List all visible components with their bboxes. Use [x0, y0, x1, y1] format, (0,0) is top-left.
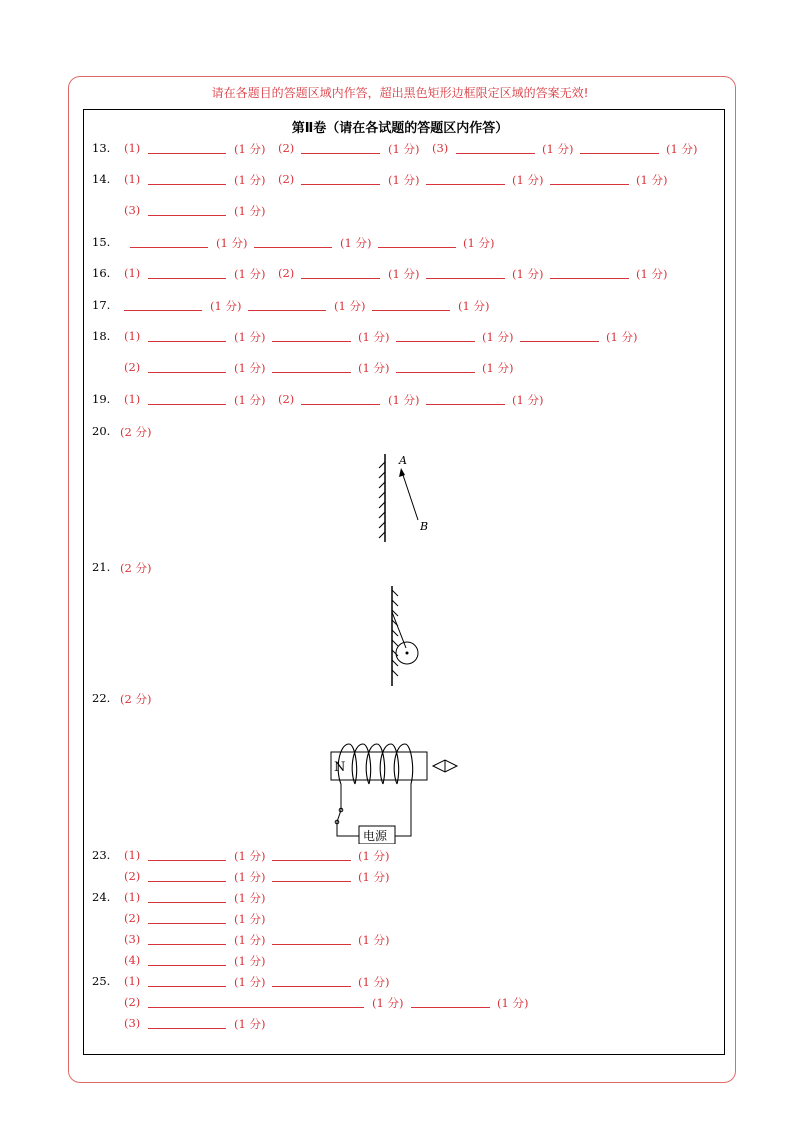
part-label: (1) — [124, 974, 141, 988]
answer-blank[interactable] — [148, 848, 226, 861]
ball-center — [406, 652, 409, 655]
score-label: (2 分) — [120, 692, 152, 706]
score-label: (2 分) — [120, 425, 152, 439]
north-pole-label: N — [334, 760, 346, 775]
question-number: 20. — [92, 424, 111, 438]
answer-blank[interactable] — [550, 266, 629, 279]
answer-blank[interactable] — [130, 235, 208, 248]
answer-blank[interactable] — [148, 911, 226, 924]
answer-blank[interactable] — [272, 932, 351, 945]
score-label: (1 分) — [388, 142, 420, 156]
answer-blank[interactable] — [148, 360, 226, 373]
point-a-label: A — [399, 454, 407, 467]
answer-blank[interactable] — [148, 974, 226, 987]
electromagnet-diagram — [325, 740, 465, 844]
score-label: (1 分) — [358, 933, 390, 947]
answer-blank[interactable] — [301, 172, 380, 185]
score-label: (1 分) — [482, 330, 514, 344]
part-label: (3) — [432, 141, 449, 155]
mirror-hatching — [379, 462, 385, 538]
score-label: (1 分) — [497, 996, 529, 1010]
score-label: (1 分) — [234, 849, 266, 863]
part-label: (1) — [124, 329, 141, 343]
part-label: (2) — [124, 360, 141, 374]
answer-blank[interactable] — [426, 392, 505, 405]
answer-blank[interactable] — [426, 172, 505, 185]
part-label: (3) — [124, 203, 141, 217]
answer-blank[interactable] — [426, 266, 505, 279]
answer-blank[interactable] — [520, 329, 599, 342]
answer-blank[interactable] — [272, 360, 351, 373]
answer-blank[interactable] — [148, 203, 226, 216]
part-label: (1) — [124, 172, 141, 186]
point-b-label: B — [420, 520, 429, 533]
part-label: (2) — [278, 172, 295, 186]
answer-blank[interactable] — [378, 235, 456, 248]
score-label: (1 分) — [234, 142, 266, 156]
score-label: (1 分) — [358, 975, 390, 989]
score-label: (1 分) — [458, 299, 490, 313]
part-label: (3) — [124, 932, 141, 946]
question-number: 21. — [92, 560, 111, 574]
part-label: (1) — [124, 392, 141, 406]
light-ray — [402, 472, 418, 520]
answer-blank[interactable] — [272, 869, 351, 882]
answer-blank[interactable] — [272, 329, 351, 342]
question-number: 24. — [92, 890, 111, 904]
question-number: 14. — [92, 172, 111, 186]
part-label: (1) — [124, 141, 141, 155]
answer-blank[interactable] — [148, 172, 226, 185]
answer-blank[interactable] — [372, 298, 450, 311]
coil-windings — [338, 744, 412, 784]
power-supply-label: 电源 — [363, 829, 388, 843]
answer-blank[interactable] — [148, 266, 226, 279]
left-wire — [337, 784, 359, 836]
score-label: (1 分) — [234, 954, 266, 968]
question-number: 17. — [92, 298, 111, 312]
score-label: (1 分) — [340, 236, 372, 250]
hanging-ball-diagram — [380, 582, 430, 688]
question-number: 16. — [92, 266, 111, 280]
score-label: (1 分) — [388, 267, 420, 281]
part-label: (2) — [278, 266, 295, 280]
score-label: (1 分) — [234, 204, 266, 218]
score-label: (1 分) — [463, 236, 495, 250]
wall-hatching — [392, 590, 398, 676]
score-label: (1 分) — [666, 142, 698, 156]
score-label: (1 分) — [388, 173, 420, 187]
part-label: (2) — [278, 141, 295, 155]
score-label: (2 分) — [120, 561, 152, 575]
score-label: (1 分) — [372, 996, 404, 1010]
answer-blank[interactable] — [148, 1016, 226, 1029]
answer-blank[interactable] — [148, 329, 226, 342]
answer-blank[interactable] — [148, 953, 226, 966]
score-label: (1 分) — [234, 267, 266, 281]
score-label: (1 分) — [234, 870, 266, 884]
part-label: (2) — [124, 869, 141, 883]
question-number: 18. — [92, 329, 111, 343]
score-label: (1 分) — [234, 912, 266, 926]
question-number: 25. — [92, 974, 111, 988]
answer-blank[interactable] — [301, 392, 380, 405]
score-label: (1 分) — [234, 1017, 266, 1031]
part-label: (2) — [278, 392, 295, 406]
score-label: (1 分) — [636, 267, 668, 281]
part-label: (1) — [124, 266, 141, 280]
score-label: (1 分) — [234, 975, 266, 989]
answer-blank-long[interactable] — [148, 995, 364, 1008]
answer-blank[interactable] — [580, 141, 659, 154]
score-label: (1 分) — [358, 361, 390, 375]
answer-blank[interactable] — [301, 141, 380, 154]
score-label: (1 分) — [358, 849, 390, 863]
score-label: (1 分) — [234, 361, 266, 375]
answer-blank[interactable] — [272, 974, 351, 987]
score-label: (1 分) — [388, 393, 420, 407]
answer-blank[interactable] — [148, 392, 226, 405]
score-label: (1 分) — [512, 393, 544, 407]
part-label: (4) — [124, 953, 141, 967]
score-label: (1 分) — [234, 933, 266, 947]
score-label: (1 分) — [512, 173, 544, 187]
score-label: (1 分) — [542, 142, 574, 156]
score-label: (1 分) — [234, 393, 266, 407]
answer-blank[interactable] — [411, 995, 490, 1008]
answer-blank[interactable] — [254, 235, 332, 248]
score-label: (1 分) — [210, 299, 242, 313]
part-label: (1) — [124, 848, 141, 862]
answer-blank[interactable] — [148, 141, 226, 154]
answer-blank[interactable] — [148, 869, 226, 882]
question-number: 15. — [92, 235, 111, 249]
ray-arrowhead — [399, 468, 405, 477]
part-label: (3) — [124, 1016, 141, 1030]
score-label: (1 分) — [334, 299, 366, 313]
answer-blank[interactable] — [396, 360, 475, 373]
score-label: (1 分) — [512, 267, 544, 281]
score-label: (1 分) — [358, 870, 390, 884]
score-label: (1 分) — [216, 236, 248, 250]
question-number: 13. — [92, 141, 111, 155]
score-label: (1 分) — [636, 173, 668, 187]
mirror-ray-diagram — [370, 450, 440, 546]
answer-blank[interactable] — [248, 298, 326, 311]
answer-blank[interactable] — [272, 848, 351, 861]
answer-blank[interactable] — [148, 890, 226, 903]
answer-blank[interactable] — [396, 329, 475, 342]
score-label: (1 分) — [234, 891, 266, 905]
part-label: (2) — [124, 995, 141, 1009]
answer-blank[interactable] — [550, 172, 629, 185]
question-number: 19. — [92, 392, 111, 406]
score-label: (1 分) — [482, 361, 514, 375]
part-label: (2) — [124, 911, 141, 925]
score-label: (1 分) — [606, 330, 638, 344]
answer-area-warning: 请在各题目的答题区域内作答，超出黑色矩形边框限定区域的答案无效! — [211, 86, 589, 100]
question-number: 22. — [92, 691, 111, 705]
answer-blank[interactable] — [301, 266, 380, 279]
question-number: 23. — [92, 848, 111, 862]
answer-blank[interactable] — [148, 932, 226, 945]
part-label: (1) — [124, 890, 141, 904]
score-label: (1 分) — [234, 173, 266, 187]
score-label: (1 分) — [234, 330, 266, 344]
section-title: 第Ⅱ卷（请在各试题的答题区内作答） — [291, 121, 509, 136]
right-wire — [395, 784, 411, 836]
answer-blank[interactable] — [124, 298, 202, 311]
score-label: (1 分) — [358, 330, 390, 344]
answer-blank[interactable] — [456, 141, 535, 154]
